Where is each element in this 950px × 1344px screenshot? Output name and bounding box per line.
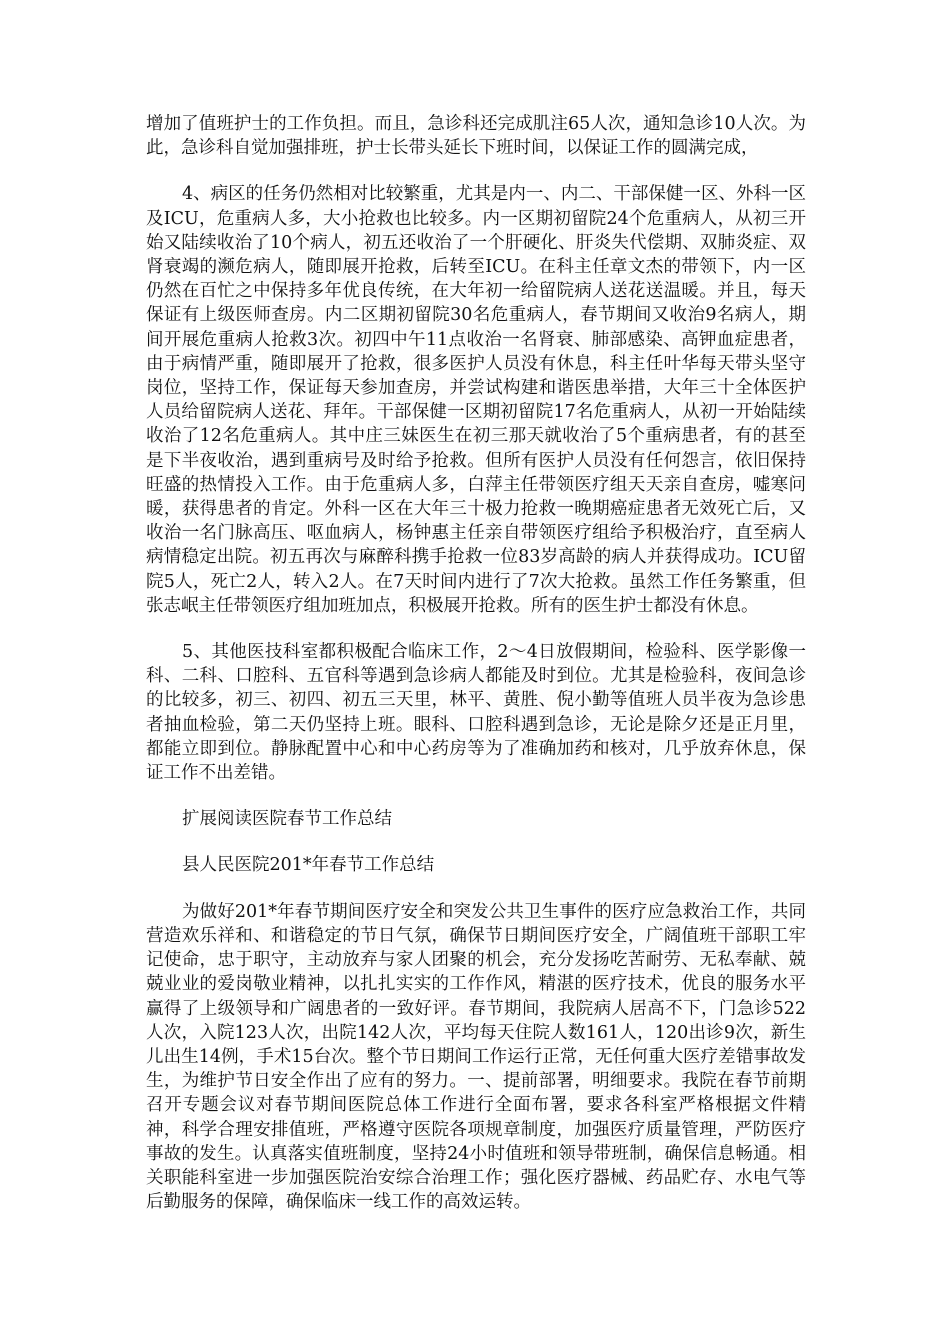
paragraph-ward-tasks: 4、病区的任务仍然相对比较繁重，尤其是内一、内二、干部保健一区、外科一区及ICU，危重病人多，大小抢救也比较多。内一区期初留院24个危重病人，从初三开始又陆续收治了10个病人，初五还收治了一个肝硬化、肝炎失代偿期、双肺炎症、双肾衰竭的濒危病人，随即展开抢救，后转至ICU。在科主任章文杰的带领下，内一区仍然在百忙之中保持多年优良传统，在大年初一给留院病人送花送温暖。并且，每天保证有上级医师查房。内二区期初留院30名危重病人，春节期间又收治9名病人，期间开展危重病人抢救3次。初四中午11点收治一名肾衰、肺部感染、高钾血症患者，由于病情严重，随即展开了抢救，很多医护人员没有休息，科主任叶华每天带头坚守岗位，坚持工作，保证每天参加查房，并尝试构建和谐医患举措，大年三十全体医护人员给留院病人送花、拜年。干部保健一区期初留院17名危重病人，从初一开始陆续收治了12名危重病人。其中庄三妹医生在初三那天就收治了5个重病患者，有的甚至是下半夜收治，遇到重病号及时给予抢救。但所有医护人员没有任何怨言，依旧保持旺盛的热情投入工作。由于危重病人多，白萍主任带领医疗组天天亲自查房，嘘寒问暖，获得患者的肯定。外科一区在大年三十极力抢救一晚期癌症患者无效死亡后，又收治一名门脉高压、呕血病人，杨钟惠主任亲自带领医疗组给予积极治疗，直至病人病情稳定出院。初五再次与麻醉科携手抢救一位83岁高龄的病人并获得成功。ICU留院5人，死亡2人，转入2人。在7天时间内进行了7次大抢救。虽然工作任务繁重，但张志岷主任带领医疗组加班加点，积极展开抢救。所有的医生护士都没有休息。 xyxy=(146,184,806,616)
paragraph-medical-technology: 5、其他医技科室都积极配合临床工作，2～4日放假期间，检验科、医学影像一科、二科、口腔科、五官科等遇到急诊病人都能及时到位。尤其是检验科，夜间急诊的比较多，初三、初四、初五三天里，林平、黄胜、倪小勤等值班人员半夜为急诊患者抽血检验，第二天仍坚持上班。眼科、口腔科遇到急诊，无论是除夕还是正月里，都能立即到位。静脉配置中心和中心药房等为了准确加药和核对，几乎放弃休息，保证工作不出差错。 xyxy=(146,642,806,784)
document-body xyxy=(146,112,806,1236)
section-heading-extended-reading: 扩展阅读医院春节工作总结 xyxy=(182,809,392,830)
paragraph-continuation: 增加了值班护士的工作负担。而且，急诊科还完成肌注65人次，通知急诊10人次。为此，急诊科自觉加强排班，护士长带头延长下班时间，以保证工作的圆满完成， xyxy=(146,114,806,159)
paragraph-summary: 为做好201*年春节期间医疗安全和突发公共卫生事件的医疗应急救治工作，共同营造欢乐祥和、和谐稳定的节日气氛，确保节日期间医疗安全，广阔值班干部职工牢记使命，忠于职守，主动放弃与家人团聚的机会，充分发扬吃苦耐劳、无私奉献、兢兢业业的爱岗敬业精神，以扎扎实实的工作作风，精湛的医疗技术，优良的服务水平赢得了上级领导和广阔患者的一致好评。春节期间，我院病人居高不下，门急诊522人次，入院123人次，出院142人次，平均每天住院人数161人，120出诊9次，新生儿出生14例，手术15台次。整个节日期间工作运行正常，无任何重大医疗差错事故发生，为维护节日安全作出了应有的努力。一、提前部署，明细要求。我院在春节前期召开专题会议对春节期间医院总体工作进行全面布署，要求各科室严格根据文件精神，科学合理安排值班，严格遵守医院各项规章制度，加强医疗质量管理，严防医疗事故的发生。认真落实值班制度，坚持24小时值班和领导带班制，确保信息畅通。相关职能科室进一步加强医院治安综合治理工作；强化医疗器械、药品贮存、水电气等后勤服务的保障，确保临床一线工作的高效运转。 xyxy=(146,901,806,1213)
document-title: 县人民医院201*年春节工作总结 xyxy=(182,855,435,876)
